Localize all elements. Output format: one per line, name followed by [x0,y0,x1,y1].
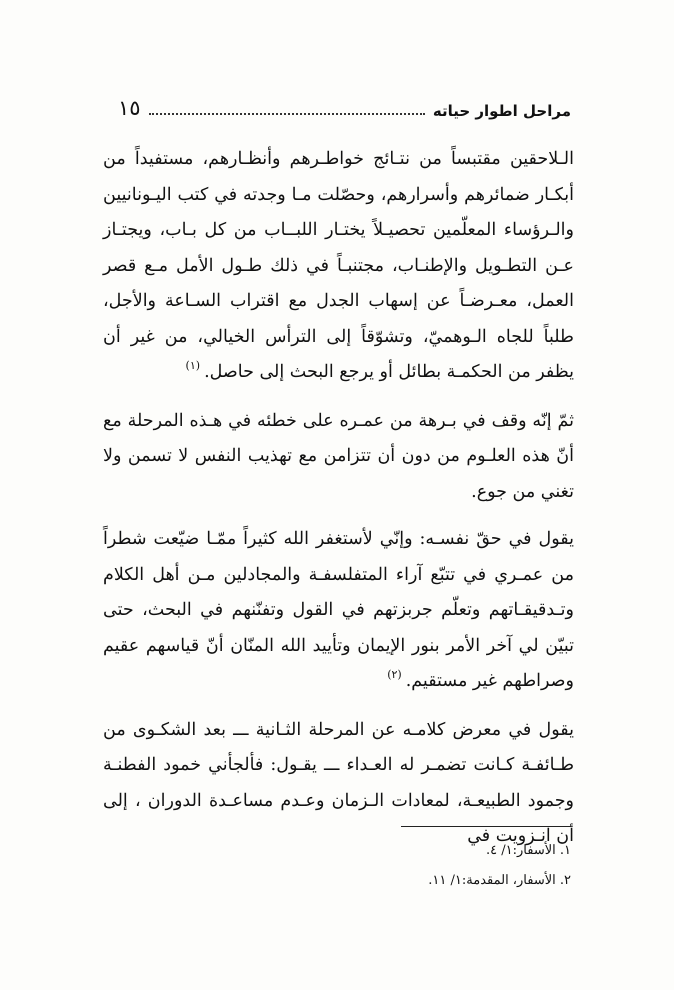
page-number: ١٥ [118,96,141,120]
chapter-title: مراحل اطوار حياته [432,102,571,120]
paragraph: يقول في حقّ نفسـه: وإنّي لأستغفر الله كثيراً ممّـا ضيّعت شطراً من عمـري في تتبّع آراء المتفلسفـة والمجادلين مـن أهل الكلام وتـدقيقـاتهم وتعلّم جربزتهم في القول وتفنّنهم في البحث، حتى تبيّن لي آخر الأمر بنور الإيمان وتأييد الله المنّان أنّ قياسهم عقيم وصراطهم غير مستقيم.$^{(٢)}$ [103,529,574,691]
paragraph: الـلاحقين مقتبساً من نتـائج خواطـرهم وأنظـارهم، مستفيداً من أبكـار ضمائرهم وأسرارهم، وحصّلت مـا وجدته في كتب اليـونانيين والـرؤساء المعلّمين تحصيـلاً يختـار اللبــاب من كل بـاب، ويجتـاز عـن التطـويل والإطنـاب، مجتنبـاً في ذلك طـول الأمل مـع قصر العمل، معـرضـاً عن إسهاب الجدل مع اقتراب السـاعة والأجل، طلباً للجاه الـوهميّ، وتشوّقاً إلى الترأس الخيالي، من غير أن يظفر من الحكمـة بطائل أو يرجع البحث إلى حاصل.$^{(١)}$ [103,149,574,382]
paragraph: يقول في معرض كلامـه عن المرحلة الثـانية ـــ بعد الشكـوى من طـائفـة كـانت تضمـر له العـداء ـــ يقـول: فألجأني خمود الفطنـة وجمود الطبيعـة، لمعادات الـزمان وعـدم مساعـدة الدوران ، إلى أن انـزويت في [103,719,575,846]
running-header [118,92,571,120]
footnotes [103,836,571,896]
header-dot-leader [149,113,425,115]
footnote-divider [401,826,571,827]
footnote-reference: (٢) [387,668,402,681]
footnote-item: ٢. الأسفار، المقدمة:١/ ١١. [428,873,571,888]
footnote-item: ١. الأسفار:١/ ٤. [486,843,571,858]
footnote-reference: (١) [185,359,201,372]
body-text [103,142,574,855]
paragraph: ثمّ إنّه وقف في بـرهة من عمـره على خطئه في هـذه المرحلة مع أنّ هذه العلـوم من دون أن تتزامن مع تهذيب النفس لا تسمن ولا تغني من جوع. [103,410,574,502]
